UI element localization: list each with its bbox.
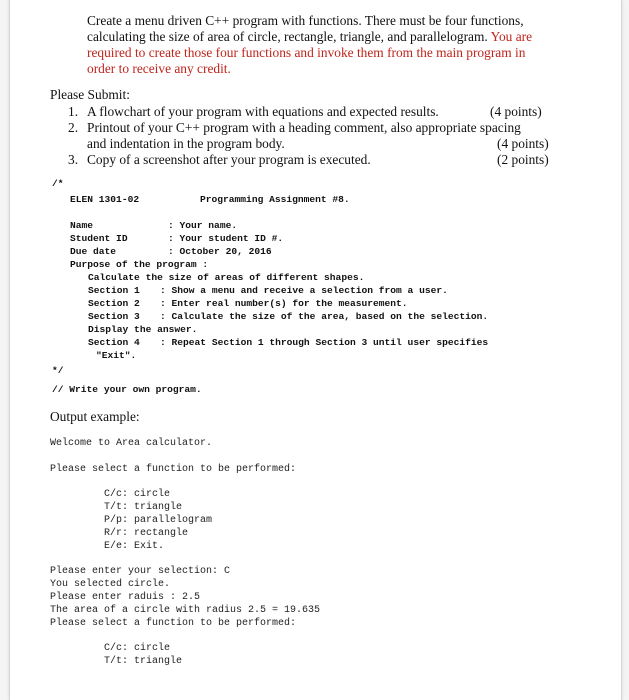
submit-item-3-points: (2 points) xyxy=(497,152,549,167)
output-heading: Output example: xyxy=(50,409,140,424)
intro-line-3: required to create those four functions and invoke them from the main program in xyxy=(87,45,526,60)
submit-item-2-points: (4 points) xyxy=(497,136,549,151)
comment-close: */ xyxy=(52,365,64,376)
run-line-5: Please select a function to be performed: xyxy=(50,618,297,629)
submit-item-2-num: 2. xyxy=(68,120,79,135)
assignment-title: Programming Assignment #8. xyxy=(200,194,350,205)
purpose-desc: Calculate the size of areas of different shapes. xyxy=(88,272,365,283)
menu2-item-circle: C/c: circle xyxy=(104,643,171,654)
section-1-label: Section 1 xyxy=(88,285,140,296)
name-label: Name xyxy=(70,220,94,231)
section-1-desc: : Show a menu and receive a selection from a user. xyxy=(160,285,448,296)
intro-line-4: order to receive any credit. xyxy=(87,61,231,76)
write-program-comment: // Write your own program. xyxy=(52,384,202,395)
comment-open: /* xyxy=(52,178,64,189)
course-code: ELEN 1301-02 xyxy=(70,194,140,205)
run-line-1: Please enter your selection: C xyxy=(50,566,231,577)
submit-item-1-num: 1. xyxy=(68,104,79,119)
submit-item-3-num: 3. xyxy=(68,152,79,167)
section-2-desc: : Enter real number(s) for the measurement. xyxy=(160,298,408,309)
intro-line-2-black: calculating the size of area of circle, rectangle, triangle, and parallelogram. xyxy=(87,29,488,44)
intro-line-2-red: You are xyxy=(490,29,533,44)
section-3-label: Section 3 xyxy=(88,311,140,322)
due-date-value: : October 20, 2016 xyxy=(168,246,272,257)
section-4-label: Section 4 xyxy=(88,337,140,348)
menu-item-triangle: T/t: triangle xyxy=(104,502,183,513)
run-line-2: You selected circle. xyxy=(50,579,171,590)
submit-item-1-points: (4 points) xyxy=(490,104,542,119)
submit-heading: Please Submit: xyxy=(50,87,130,102)
run-line-4: The area of a circle with radius 2.5 = 19.635 xyxy=(50,605,321,616)
submit-item-2-text: Printout of your C++ program with a heading comment, also appropriate spacing xyxy=(87,120,521,135)
section-4-exit: "Exit". xyxy=(96,350,137,361)
submit-item-3-text: Copy of a screenshot after your program is executed. xyxy=(87,152,371,167)
purpose-label: Purpose of the program : xyxy=(70,259,209,270)
submit-item-1-text: A flowchart of your program with equations and expected results. xyxy=(87,104,439,119)
section-2-label: Section 2 xyxy=(88,298,140,309)
menu2-item-triangle: T/t: triangle xyxy=(104,656,183,667)
menu-item-parallelogram: P/p: parallelogram xyxy=(104,515,213,526)
intro-line-2 xyxy=(87,29,532,45)
due-date-label: Due date xyxy=(70,246,117,257)
submit-item-2-text-cont: and indentation in the program body. xyxy=(87,136,285,151)
display-answer: Display the answer. xyxy=(88,324,198,335)
output-welcome: Welcome to Area calculator. xyxy=(50,438,213,449)
output-select-prompt: Please select a function to be performed: xyxy=(50,464,297,475)
section-3-desc: : Calculate the size of the area, based on the selection. xyxy=(160,311,489,322)
menu-item-exit: E/e: Exit. xyxy=(104,541,165,552)
student-id-value: : Your student ID #. xyxy=(168,233,284,244)
document-page xyxy=(9,0,622,700)
section-4-desc: : Repeat Section 1 through Section 3 until user specifies xyxy=(160,337,489,348)
intro-line-1: Create a menu driven C++ program with functions. There must be four functions, xyxy=(87,13,524,28)
name-value: : Your name. xyxy=(168,220,238,231)
student-id-label: Student ID xyxy=(70,233,128,244)
menu-item-circle: C/c: circle xyxy=(104,489,171,500)
menu-item-rectangle: R/r: rectangle xyxy=(104,528,189,539)
run-line-3: Please enter raduis : 2.5 xyxy=(50,592,201,603)
